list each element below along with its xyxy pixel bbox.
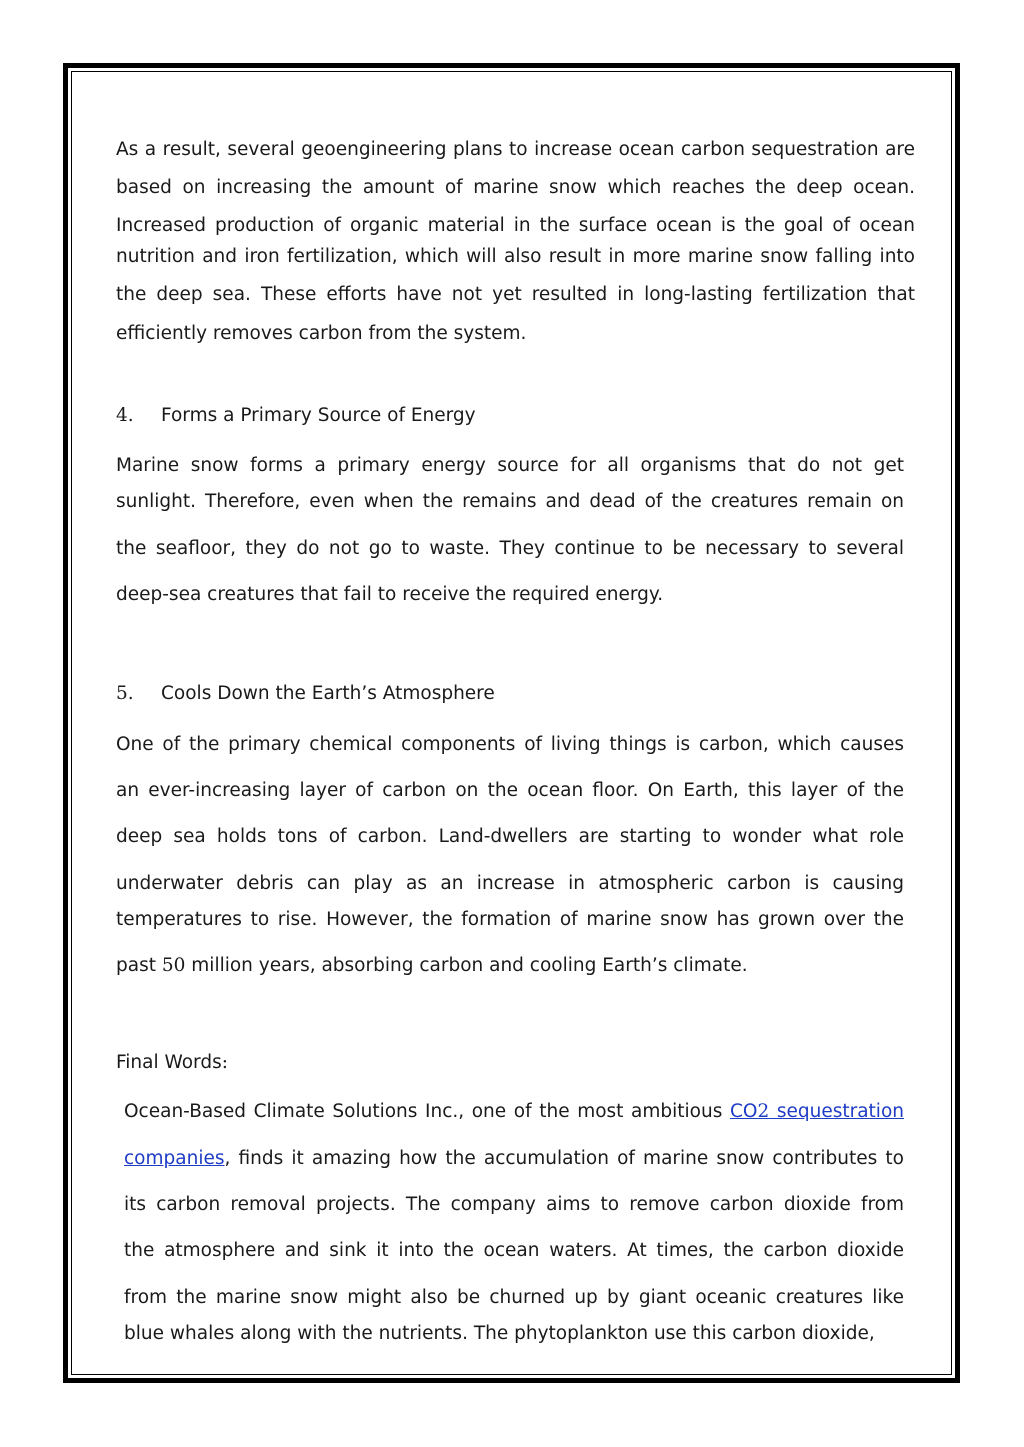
paragraph-cools-atmosphere bbox=[116, 734, 904, 993]
heading-number: 4. bbox=[116, 405, 134, 426]
text-line: its carbon removal projects. The company aims to remove carbon dioxide from bbox=[124, 1194, 904, 1215]
text-fragment: Ocean-Based Climate Solutions Inc., one of the most ambitious bbox=[124, 1101, 730, 1122]
heading-number: 5. bbox=[116, 683, 134, 704]
text-line: deep-sea creatures that fail to receive the required energy. bbox=[116, 584, 664, 605]
section-heading-4 bbox=[116, 405, 476, 426]
co2-sequestration-link[interactable]: CO2 sequestration bbox=[729, 1101, 904, 1122]
heading-title: Cools Down the Earth’s Atmosphere bbox=[161, 683, 495, 704]
text-line: from the marine snow might also be churned up by giant oceanic creatures like bbox=[124, 1287, 904, 1308]
text-line: an ever-increasing layer of carbon on the ocean floor. On Earth, this layer of the bbox=[116, 780, 904, 801]
text-line: blue whales along with the nutrients. The phytoplankton use this carbon dioxide, bbox=[124, 1323, 875, 1344]
text-fragment: million years, absorbing carbon and cooling Earth’s climate. bbox=[185, 955, 748, 976]
heading-title: Final Words bbox=[116, 1052, 222, 1073]
text-line bbox=[124, 1101, 904, 1148]
text-line: based on increasing the amount of marine snow which reaches the deep ocean. bbox=[116, 177, 915, 198]
text-line: Increased production of organic material in the surface ocean is the goal of ocean bbox=[116, 215, 915, 236]
text-line: the deep sea. These efforts have not yet resulted in long-lasting fertilization that bbox=[116, 284, 915, 305]
companies-link[interactable]: companies bbox=[124, 1148, 225, 1169]
text-line: the seafloor, they do not go to waste. They continue to be necessary to several bbox=[116, 538, 904, 559]
text-line: the atmosphere and sink it into the ocean waters. At times, the carbon dioxide bbox=[124, 1240, 904, 1261]
text-line: efficiently removes carbon from the system. bbox=[116, 323, 527, 344]
text-fragment: , finds it amazing how the accumulation of marine snow contributes to bbox=[224, 1148, 904, 1169]
text-line: nutrition and iron fertilization, which will also result in more marine snow falling into bbox=[116, 246, 915, 267]
paragraph-final-words bbox=[124, 1101, 904, 1361]
number-fragment: 50 bbox=[161, 955, 186, 976]
section-heading-5 bbox=[116, 683, 495, 704]
final-words-heading bbox=[116, 1052, 228, 1073]
text-line bbox=[116, 955, 904, 993]
text-line: underwater debris can play as an increase in atmospheric carbon is causing bbox=[116, 873, 904, 894]
text-line: Marine snow forms a primary energy source for all organisms that do not get bbox=[116, 455, 904, 476]
heading-colon: : bbox=[221, 1052, 228, 1073]
text-fragment: past bbox=[116, 955, 162, 976]
text-line bbox=[124, 1148, 904, 1194]
paragraph-energy-source bbox=[116, 455, 904, 630]
text-line: temperatures to rise. However, the formation of marine snow has grown over the bbox=[116, 909, 904, 930]
text-line: One of the primary chemical components of living things is carbon, which causes bbox=[116, 734, 904, 755]
paragraph-geoengineering bbox=[116, 139, 915, 361]
text-line: sunlight. Therefore, even when the remains and dead of the creatures remain on bbox=[116, 491, 904, 512]
text-line: deep sea holds tons of carbon. Land-dwellers are starting to wonder what role bbox=[116, 826, 904, 847]
heading-title: Forms a Primary Source of Energy bbox=[161, 405, 476, 426]
text-line: As a result, several geoengineering plans to increase ocean carbon sequestration are bbox=[116, 139, 915, 160]
